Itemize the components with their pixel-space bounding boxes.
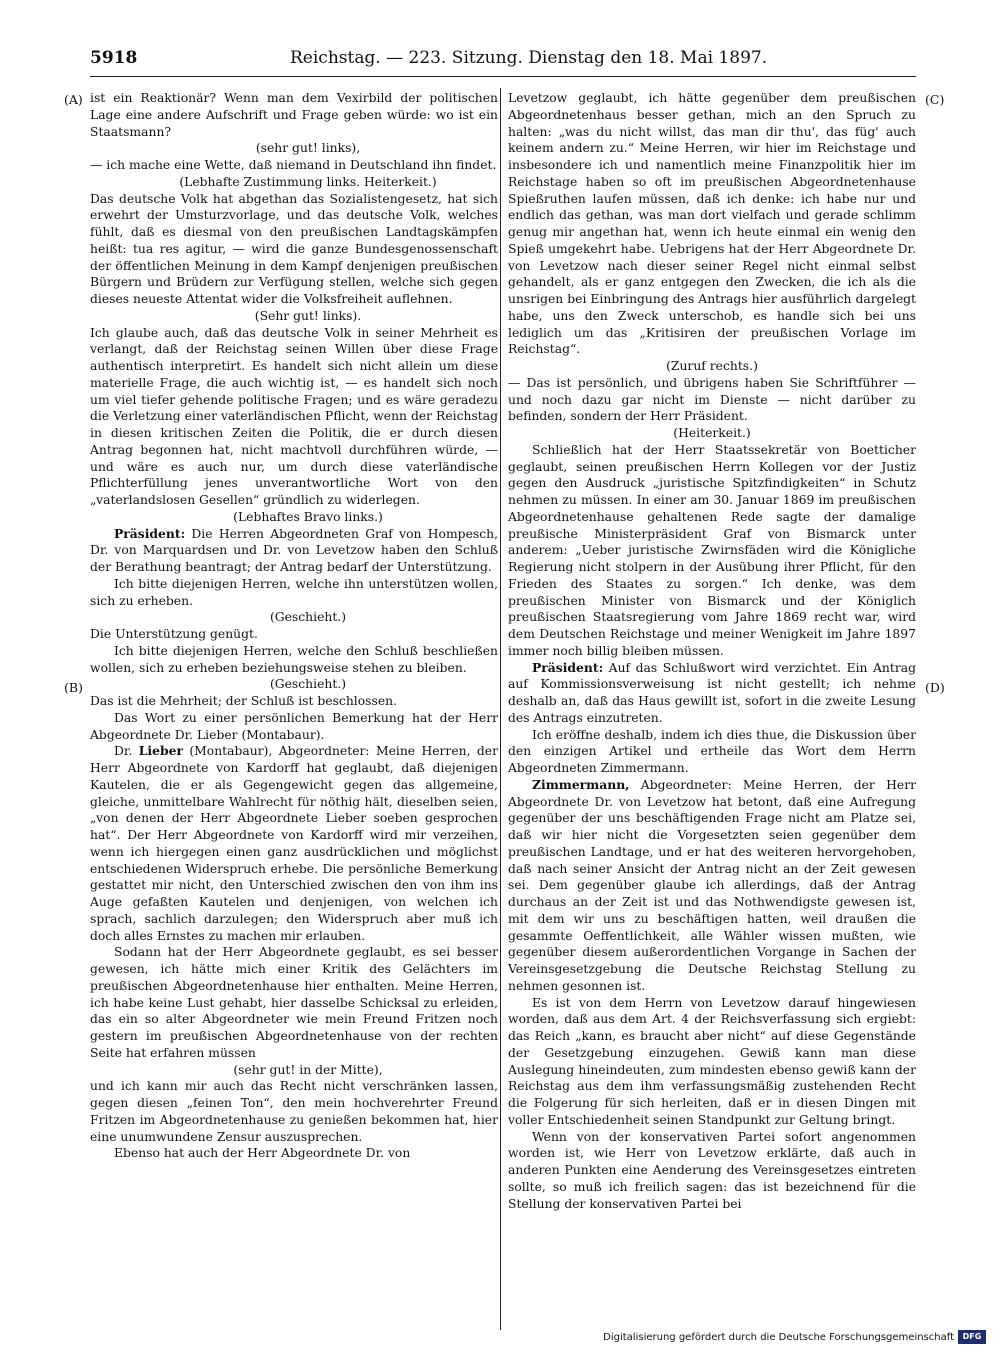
interjection: (Sehr gut! links). xyxy=(254,308,362,323)
page-number: 5918 xyxy=(90,48,138,68)
paragraph: — Das ist persönlich, und übrigens haben Sie Schriftführer — und noch dazu gar nicht im Dienste — nicht darüber zu befinden, sondern der Herr Präsident. xyxy=(508,375,916,424)
paragraph: Ich bitte diejenigen Herren, welche den Schluß beschließen wollen, sich zu erheben beziehungsweise stehen zu bleiben. xyxy=(90,643,498,675)
speech-text: Die Herren Abgeordneten Graf von Hompesch, Dr. von Marquardsen und Dr. von Levetzow haben den Schluß der Berathung beantragt; der Antrag bedarf der Unterstützung. xyxy=(90,526,498,574)
paragraph: Schließlich hat der Herr Staatssekretär von Boetticher geglaubt, seinen preußischen Herrn Kollegen vor der Justiz gegen den Ausdruck „juristische Spitzfindigkeiten“ in Schutz nehmen zu müssen. In einer am 30. Januar 1869 im preußischen Abgeordnetenhause gehaltenen Rede sagte der damalige preußische Ministerpräsident Graf von Bismarck unter anderem: „Ueber juristische Zwirnsfäden wird die Königliche Regierung nicht stolpern in der Ausübung ihrer Pflicht, für den Frieden des Staates zu sorgen.“ Ich denke, was dem preußischen Minister von Bismarck und der Königlich preußischen Staatsregierung vom Jahre 1869 recht war, wird dem Deutschen Reichstage und meiner Wenigkeit im Jahre 1897 immer noch billig bleiben müssen. xyxy=(508,442,916,658)
header-rule xyxy=(90,76,916,77)
speech-president xyxy=(90,526,498,576)
paragraph: und ich kann mir auch das Recht nicht verschränken lassen, gegen diesen „feinen Ton“, den mein hochverehrter Freund Fritzen im Abgeordnetenhause zu genießen bekommen hat, hier eine unumwundene Zensur auszusprechen. xyxy=(90,1079,498,1144)
interjection: (Lebhafte Zustimmung links. Heiterkeit.) xyxy=(179,174,437,189)
speech-text: (Montabaur), Abgeordneter: Meine Herren, der Herr Abgeordnete von Kardorff hat geglaubt, daß diejenigen Kautelen, die er als Gegengewicht gegen das allgemeine, gleiche, unmittelbare Wahlrecht für nöthig hält, dieselben seien, „von denen der Herr Abgeordnete Lieber soeben gesprochen hat“. Der Herr Abgeordnete von Kardorff wird mir verzeihen, wenn ich hiergegen einen ganz ausdrücklichen und möglichst entschiedenen Widerspruch erhebe. Die persönliche Bemerkung gestattet mir nicht, den Unterschied zwischen den von ihm ins Auge gefaßten Kautelen und denjenigen, von welchen ich sprach, sachlich darzulegen; den Widerspruch aber muß ich doch alles Ernstes zu machen mir erlauben. xyxy=(90,744,498,943)
running-title: Reichstag. — 223. Sitzung. Dienstag den 18. Mai 1897. xyxy=(290,48,768,68)
margin-mark-b: (B) xyxy=(64,680,83,695)
interjection: (sehr gut! in der Mitte), xyxy=(233,1062,383,1077)
page-header xyxy=(90,48,916,70)
digitization-footer xyxy=(586,1330,986,1346)
paragraph: Das deutsche Volk hat abgethan das Sozialistengesetz, hat sich erwehrt der Umsturzvorlage, und das deutsche Volk, welches fühlt, daß es diesmal von den preußischen Landtagskämpfen heißt: tua res agitur, — wird die ganze Bundesgenossenschaft der öffentlichen Meinung in dem Kampf denjenigen preußischen Bürgern und Brüdern zur Verfügung stellen, welche sich gegen dieses neueste Attentat wider die Volksfreiheit auflehnen. xyxy=(90,191,498,306)
interjection: (Geschieht.) xyxy=(269,677,347,692)
speech-lieber xyxy=(90,743,498,944)
margin-mark-d: (D) xyxy=(925,680,945,695)
speaker-name: Zimmermann, xyxy=(532,776,630,792)
right-column xyxy=(508,90,916,1212)
paragraph: Wenn von der konservativen Partei sofort angenommen worden ist, wie Herr von Levetzow erklärte, daß auch in anderen Punkten eine Aenderung des Vereinsgesetzes eintreten sollte, so muß ich freilich sagen: das ist bezeichnend für die Stellung der konservativen Partei bei xyxy=(508,1129,916,1211)
paragraph: Die Unterstützung genügt. xyxy=(90,627,258,641)
paragraph: Das ist die Mehrheit; der Schluß ist beschlossen. xyxy=(90,694,398,708)
paragraph: Sodann hat der Herr Abgeordnete geglaubt, es sei besser gewesen, ich hätte mich einer Kritik des Gelächters im preußischen Abgeordnetenhause hier enthalten. Meine Herren, ich habe keine Lust gehabt, hier dasselbe Schicksal zu erleiden, das ein so alter Abgeordneter wie mein Freund Fritzen noch gestern im preußischen Abgeordnetenhause von der rechten Seite hat erfahren müssen xyxy=(90,945,498,1060)
column-divider xyxy=(500,88,501,1330)
paragraph: Ich eröffne deshalb, indem ich dies thue, die Diskussion über den einzigen Artikel und ertheile das Wort dem Herrn Abgeordneten Zimmermann. xyxy=(508,727,916,775)
speaker-name: Lieber xyxy=(138,743,183,759)
speech-president xyxy=(508,660,916,727)
speaker-title: Dr. xyxy=(114,744,139,759)
interjection: (Geschieht.) xyxy=(269,610,347,625)
paragraph: Levetzow geglaubt, ich hätte gegenüber dem preußischen Abgeordnetenhaus besser gethan, mich an den Spruch zu halten: „was du nicht willst, das man dir thu', das füg' auch keinem andern zu.“ Meine Herren, wir hier im Reichstage und insbesondere ich und namentlich meine Finanzpolitik hier im Reichstage haben so oft im preußischen Abgeordnetenhause Spießruthen laufen müssen, daß ich denke: ich habe nur und endlich das gethan, was man dort vielfach und gerade schlimm genug mir angethan hat, wenn ich heute einmal ein wenig den Spieß umgekehrt habe. Uebrigens hat der Herr Abgeordnete Dr. von Levetzow nach dieser seiner Regel nicht einmal selbst gehandelt, als er ganz entgegen den Zwecken, die ich als die unsrigen bei Einbringung des Antrags hier ausführlich dargelegt habe, uns den Zweck unterschob, es handle sich bei uns lediglich um das „Kritisiren der preußischen Vorlage im Reichstag“. xyxy=(508,91,916,357)
paragraph: Ich glaube auch, daß das deutsche Volk in seiner Mehrheit es verlangt, daß der Reichstag seinen Willen über diese Frage authentisch interpretirt. Es handelt sich nicht allein um diese materielle Frage, die auch wichtig ist, — es handelt sich noch um viel tiefer gehende politische Fragen; und es wäre geradezu die Verletzung einer vaterländischen Pflicht, wenn der Reichstag in diesen kritischen Zeiten die Politik, die er durch diesen Antrag begonnen hat, nicht machtvoll durchführen würde, — und wäre es auch nur, um durch diese vaterländische Pflichterfüllung jenes unverantwortliche Wort von den „vaterlandslosen Gesellen“ gründlich zu widerlegen. xyxy=(90,325,498,507)
interjection: (Heiterkeit.) xyxy=(673,426,751,440)
paragraph: Ich bitte diejenigen Herren, welche ihn unterstützen wollen, sich zu erheben. xyxy=(90,576,498,608)
margin-mark-a: (A) xyxy=(64,92,83,107)
interjection: (Lebhaftes Bravo links.) xyxy=(233,509,383,524)
paragraph: Das Wort zu einer persönlichen Bemerkung hat der Herr Abgeordnete Dr. Lieber (Montabaur). xyxy=(90,710,498,742)
interjection: (sehr gut! links), xyxy=(255,141,361,156)
left-column xyxy=(90,90,498,1162)
speaker-name: Präsident: xyxy=(114,525,186,541)
paragraph: Ebenso hat auch der Herr Abgeordnete Dr. von xyxy=(114,1146,411,1161)
paragraph: ist ein Reaktionär? Wenn man dem Vexirbild der politischen Lage eine andere Aufschrift und Frage geben würde: wo ist ein Staatsmann? xyxy=(90,91,498,139)
paragraph: Es ist von dem Herrn von Levetzow darauf hingewiesen worden, daß aus dem Art. 4 der Reichsverfassung sich ergiebt: das Reich „kann, es braucht aber nicht“ auf diese Gegenstände der Gesetzgebung einzugehen. Gewiß kann man diese Auslegung hineindeuten, zum mindesten ebenso gewiß kann der Reichstag aus dem ihm verfassungsmäßig zustehenden Recht die Folgerung für sich herleiten, daß er in diesen Dingen mit voller Entschiedenheit seinen Standpunkt zur Geltung bringt. xyxy=(508,995,916,1127)
interjection: (Zuruf rechts.) xyxy=(666,359,758,373)
speaker-name: Präsident: xyxy=(532,659,604,675)
dfg-logo: DFG xyxy=(958,1330,986,1344)
speech-zimmermann xyxy=(508,777,916,995)
speech-text: Abgeordneter: Meine Herren, der Herr Abgeordnete Dr. von Levetzow hat betont, daß eine Aufregung gegenüber der uns beschäftigenden Frage nicht am Platze sei, daß wir hier nicht die Vorgesetzten seien gegenüber dem preußischen Landtage, und er hat des weiteren hervorgehoben, daß nach seiner Ansicht der Antrag nicht an der Zeit gewesen sei. Dem gegenüber glaube ich allerdings, daß der Antrag durchaus an der Zeit ist und das Nothwendigste gewesen ist, mit dem wir uns zu beschäftigen hatten, weil draußen die gesammte Oeffentlichkeit, alle Wähler wissen mußten, wie gegenüber diesem außerordentlichen Vorgange in Sachen der Vereinsgesetzgebung die Deutsche Reichstag Stellung zu nehmen gesonnen ist. xyxy=(508,777,916,993)
paragraph: — ich mache eine Wette, daß niemand in Deutschland ihn findet. xyxy=(90,158,497,172)
speech-text: Auf das Schlußwort wird verzichtet. Ein Antrag auf Kommissionsverweisung ist nicht gestellt; ich nehme deshalb an, daß das Haus gewillt ist, sofort in die zweite Lesung des Antrags einzutreten. xyxy=(508,660,916,725)
footer-credit: Digitalisierung gefördert durch die Deutsche Forschungsgemeinschaft xyxy=(603,1332,954,1343)
margin-mark-c: (C) xyxy=(925,92,945,107)
